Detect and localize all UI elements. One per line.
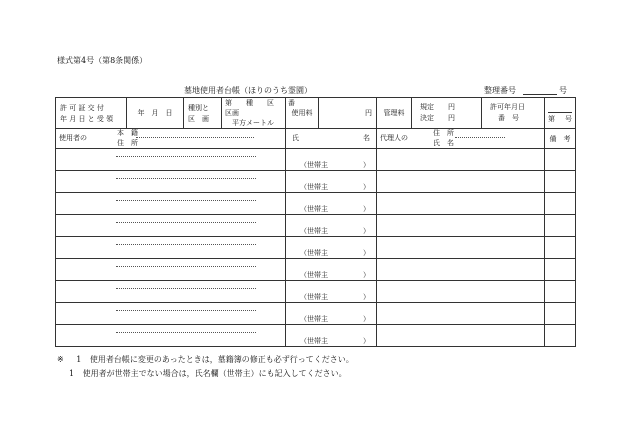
remarks-field[interactable]	[545, 171, 576, 193]
note-2	[69, 369, 347, 378]
user-name-field[interactable]	[286, 149, 377, 171]
user-address-field[interactable]	[56, 193, 286, 215]
householder-note: （世帯主 ）	[300, 293, 370, 301]
mgmt-label-cell	[377, 98, 412, 129]
note-1	[57, 355, 354, 364]
user-name-header	[286, 129, 377, 149]
register-row	[56, 259, 576, 281]
remarks-field[interactable]	[545, 303, 576, 325]
jusho-label: 住 所	[117, 139, 138, 147]
remarks-header	[545, 129, 576, 149]
agent-address-label: 住 所	[433, 129, 454, 137]
agent-field[interactable]	[377, 171, 545, 193]
remarks-field[interactable]	[545, 259, 576, 281]
note-text: 使用者台帳に変更のあったときは，墓籍簿の修正も必ず行ってください。	[89, 355, 354, 364]
agent-field[interactable]	[377, 259, 545, 281]
agent-field[interactable]	[377, 281, 545, 303]
fee-value-cell[interactable]	[319, 98, 377, 129]
remarks-field[interactable]	[545, 193, 576, 215]
agent-header	[377, 129, 545, 149]
type-label-2: 区 画	[188, 115, 209, 123]
user-address-field[interactable]	[56, 303, 286, 325]
honseki-label: 本 籍	[117, 129, 138, 137]
remarks-field[interactable]	[545, 325, 576, 347]
user-address-field[interactable]	[56, 281, 286, 303]
mgmt-prescribed: 規定 円	[420, 103, 455, 111]
user-name-field[interactable]	[286, 303, 377, 325]
header-row	[56, 98, 576, 129]
number-suffix: 号	[565, 115, 572, 123]
admin-number-field[interactable]	[523, 94, 557, 95]
mgmt-label: 管理料	[383, 109, 405, 117]
agent-field[interactable]	[377, 149, 545, 171]
mgmt-value-cell[interactable]	[412, 98, 482, 129]
mgmt-decided: 決定 円	[420, 114, 455, 122]
householder-note: （世帯主 ）	[300, 337, 370, 345]
register-row	[56, 193, 576, 215]
register-row	[56, 325, 576, 347]
householder-note: （世帯主 ）	[300, 183, 370, 191]
user-name-field[interactable]	[286, 215, 377, 237]
mei-label: 名	[363, 134, 370, 142]
remarks-field[interactable]	[545, 149, 576, 171]
note-number: 1	[76, 355, 82, 364]
remarks-field[interactable]	[545, 237, 576, 259]
admin-number-label: 整理番号	[484, 86, 516, 95]
note-text: 使用者が世帯主でない場合は，氏名欄（世帯主）にも記入してください。	[82, 369, 347, 378]
permit-number-label: 番 号	[498, 114, 519, 122]
remarks-field[interactable]	[545, 281, 576, 303]
form-code: 様式第4号（第8条関係）	[57, 56, 148, 65]
permit-date-cell[interactable]	[482, 98, 545, 129]
shi-label: 氏	[292, 134, 299, 142]
householder-note: （世帯主 ）	[300, 161, 370, 169]
user-address-field[interactable]	[56, 237, 286, 259]
date-ymd-label: 年 月 日	[137, 109, 173, 117]
data-rows	[56, 149, 576, 347]
remarks-label: 備 考	[549, 134, 571, 143]
user-address-header	[56, 129, 286, 149]
form-title: 墓地使用者台帳（ほりのうち霊園）	[184, 86, 312, 95]
type-label-1: 種別と	[188, 104, 209, 112]
user-address-field[interactable]	[56, 171, 286, 193]
subheader-row	[56, 129, 576, 149]
householder-note: （世帯主 ）	[300, 315, 370, 323]
register-row	[56, 149, 576, 171]
fee-label: 使用料	[291, 109, 313, 117]
plot-cell[interactable]	[222, 98, 295, 129]
user-address-field[interactable]	[56, 149, 286, 171]
householder-note: （世帯主 ）	[300, 249, 370, 257]
note-number: 1	[69, 369, 75, 378]
agent-field[interactable]	[377, 193, 545, 215]
type-cell	[184, 98, 222, 129]
user-label: 使用者の	[59, 134, 87, 142]
number-cell[interactable]	[545, 98, 576, 129]
permit-issue-label-2: 年 月 日 と 受 領	[60, 115, 114, 123]
agent-name-label: 氏 名	[433, 139, 454, 147]
agent-field[interactable]	[377, 303, 545, 325]
agent-field[interactable]	[377, 237, 545, 259]
number-prefix: 第	[548, 115, 555, 123]
agent-label: 代理人の	[380, 134, 408, 142]
plot-label-2: 区画	[225, 109, 239, 117]
fee-label-cell	[286, 98, 319, 129]
user-address-field[interactable]	[56, 259, 286, 281]
user-address-field[interactable]	[56, 215, 286, 237]
permit-issue-date-cell[interactable]	[127, 98, 184, 129]
user-name-field[interactable]	[286, 281, 377, 303]
permit-date-label: 許可年月日	[490, 103, 525, 111]
agent-field[interactable]	[377, 215, 545, 237]
user-name-field[interactable]	[286, 237, 377, 259]
register-row	[56, 215, 576, 237]
note-mark: ※	[57, 355, 64, 364]
remarks-field[interactable]	[545, 215, 576, 237]
user-address-field[interactable]	[56, 325, 286, 347]
agent-field[interactable]	[377, 325, 545, 347]
register-row	[56, 281, 576, 303]
plot-label-3: 平方メートル	[232, 119, 274, 127]
householder-note: （世帯主 ）	[300, 227, 370, 235]
register-table	[55, 97, 576, 347]
user-name-field[interactable]	[286, 171, 377, 193]
user-name-field[interactable]	[286, 259, 377, 281]
register-row	[56, 237, 576, 259]
fee-unit: 円	[365, 109, 372, 117]
register-row	[56, 171, 576, 193]
plot-label-1: 第 種 区 番	[225, 99, 295, 107]
register-row	[56, 303, 576, 325]
user-name-field[interactable]	[286, 325, 377, 347]
user-name-field[interactable]	[286, 193, 377, 215]
householder-note: （世帯主 ）	[300, 205, 370, 213]
permit-issue-cell	[56, 98, 127, 129]
admin-number-suffix: 号	[559, 86, 567, 95]
permit-issue-label-1: 許 可 証 交 付	[60, 104, 104, 112]
householder-note: （世帯主 ）	[300, 271, 370, 279]
